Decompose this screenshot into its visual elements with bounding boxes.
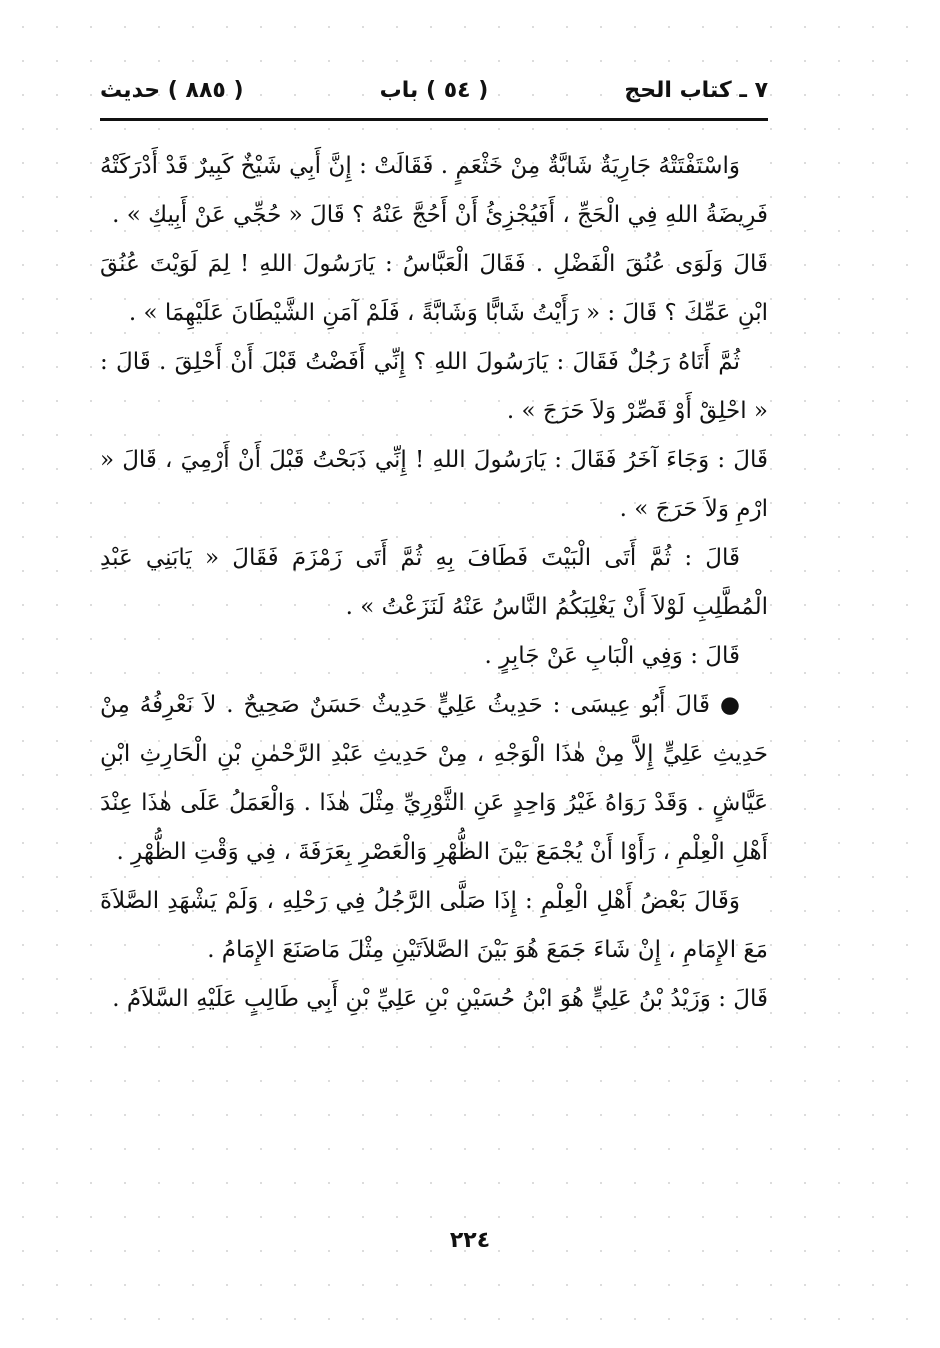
paragraph: قَالَ وَلَوَى عُنُقَ الْفَضْلِ . فَقَالَ الْعَبَّاسُ : يَارَسُولَ اللهِ ! لِمَ لَوَيْتَ عُنُقَ ابْنِ عَمِّكَ ؟ قَالَ : « رَأَيْتُ شَابًّا وَشَابَّةً ، فَلَمْ آمَنِ الشَّيْطَانَ عَلَيْهِمَا » .: [100, 251, 768, 326]
paragraph: وَاسْتَفْتَتْهُ جَارِيَةٌ شَابَّةٌ مِنْ خَثْعَمٍ . فَقَالَتْ : إِنَّ أَبِي شَيْخٌ كَبِيرٌ قَدْ أَدْرَكَتْهُ فَرِيضَةُ اللهِ فِي الْحَجِّ ، أَفَيُجْزِئُ أَنْ أَحُجَّ عَنْهُ ؟ قَالَ « حُجِّي عَنْ أَبِيكِ » .: [100, 153, 768, 228]
chapter-label: ( ٥٤ ) باب: [379, 77, 489, 103]
running-header: [100, 70, 768, 110]
paragraph: قَالَ : وَجَاءَ آخَرُ فَقَالَ : يَارَسُولَ اللهِ ! إِنِّي ذَبَحْتُ قَبْلَ أَنْ أَرْمِيَ ، قَالَ « ارْمِ وَلاَ حَرَجَ » .: [100, 447, 768, 522]
book-title: ٧ ـ كتاب الحج: [624, 77, 768, 103]
paragraph: قَالَ : ثُمَّ أَتَى الْبَيْتَ فَطَافَ بِهِ ثُمَّ أَتَى زَمْزَمَ فَقَالَ « يَابَنِي عَبْدِ الْمُطَّلِبِ لَوْلاَ أَنْ يَغْلِبَكُمُ النَّاسُ عَنْهُ لَنَزَعْتُ » .: [100, 545, 768, 620]
header-rule: [100, 118, 768, 121]
hadith-number: ( ٨٨٥ ) حديث: [100, 77, 244, 103]
paragraph: قَالَ : وَزَيْدُ بْنُ عَلِيٍّ هُوَ ابْنُ حُسَيْنِ بْنِ عَلِيِّ بْنِ أَبِي طَالِبٍ عَلَيْهِ السَّلاَمُ .: [112, 986, 768, 1012]
body-text: [100, 142, 768, 1024]
paragraph: قَالَ : وَفِي الْبَابِ عَنْ جَابِرٍ .: [484, 643, 740, 669]
paragraph: وَقَالَ بَعْضُ أَهْلِ الْعِلْمِ : إِذَا صَلَّى الرَّجُلُ فِي رَحْلِهِ ، وَلَمْ يَشْهَدِ الصَّلاَةَ مَعَ الإِمَامِ ، إِنْ شَاءَ جَمَعَ هُوَ بَيْنَ الصَّلاَتَيْنِ مِثْلَ مَاصَنَعَ الإِمَامُ .: [100, 888, 768, 963]
paragraph: ● قَالَ أَبُو عِيسَى : حَدِيثُ عَلِيٍّ حَدِيثٌ حَسَنٌ صَحِيحٌ . لاَ نَعْرِفُهُ مِنْ حَدِيثِ عَلِيٍّ إِلاَّ مِنْ هٰذَا الْوَجْهِ ، مِنْ حَدِيثِ عَبْدِ الرَّحْمٰنِ بْنِ الْحَارِثِ ابْنِ عَيَّاشٍ . وَقَدْ رَوَاهُ غَيْرُ وَاحِدٍ عَنِ الثَّوْرِيِّ مِثْلَ هٰذَا . وَالْعَمَلُ عَلَى هٰذَا عِنْدَ أَهْلِ الْعِلْمِ ، رَأَوْا أَنْ يُجْمَعَ بَيْنَ الظُّهْرِ وَالْعَصْرِ بِعَرَفَةَ ، فِي وَقْتِ الظُّهْرِ .: [100, 692, 768, 865]
paragraph: ثُمَّ أَتَاهُ رَجُلٌ فَقَالَ : يَارَسُولَ اللهِ ؟ إِنِّي أَفَضْتُ قَبْلَ أَنْ أَحْلِقَ . قَالَ : « احْلِقْ أَوْ قَصِّرْ وَلاَ حَرَجَ » .: [100, 349, 768, 424]
page-number: ٢٢٤: [449, 1228, 491, 1253]
